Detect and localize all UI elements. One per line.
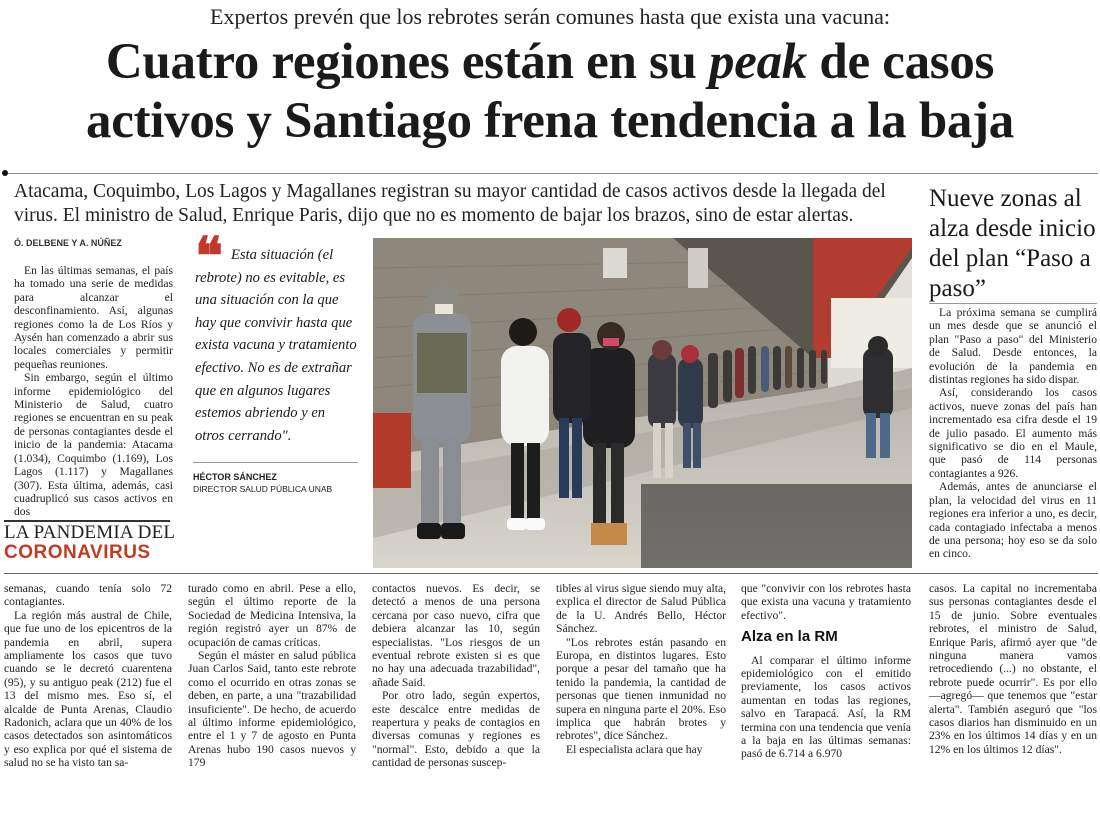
left-paragraph: En las últimas semanas, el país ha tomado una serie de medidas para alcanzar el desconfinamiento. Así, algunas regiones como la de Los Ríos y Aysén han comenzado a abrir sus locales comerciales y permitir pequeñas reuniones. — [14, 264, 173, 371]
pullquote-body: Esta situación (el rebrote) no es evitable, es una situación con la que hay que convivir hasta que exista vacuna y tratamiento efectivo. No es de extrañar que en algunos lugares estemos abriendo y en otros cerrando". — [195, 247, 357, 444]
body-paragraph: La región más austral de Chile, que fue uno de los epicentros de la pandemia en abril, supera ampliamente los casos que tuvo cuando se le decretó cuarentena (95), y su antiguo peak (212) fue el 13 del mismo mes. Eso sí, el alcalde de Punta Arenas, Claudio Radonich, aclara que un 40% de los casos detectados son asintomáticos y eso explica por qué el sistema de salud no se ha visto tan sa- — [4, 608, 172, 770]
kicker: Expertos prevén que los rebrotes serán comunes hasta que exista una vacuna: — [210, 4, 890, 29]
pullquote-role: DIRECTOR SALUD PÚBLICA UNAB — [193, 484, 333, 494]
photo-illustration — [373, 238, 912, 568]
body-paragraph: turado como en abril. Pese a ello, según el último reporte de la Sociedad de Medicina Intensiva, la región registró ayer un 87% de ocupación de camas críticas. — [188, 582, 356, 649]
bottom-column-1 — [4, 582, 172, 770]
headline-part-a: Cuatro regiones están en su — [105, 34, 710, 90]
sidebar-paragraph: Además, antes de anunciarse el plan, la velocidad del virus en 11 regiones era inferior a uno, es decir, cada contagiado infectaba a menos de una persona; hoy eso se da solo en cinco. — [929, 480, 1097, 561]
left-paragraph: Sin embargo, según el último informe epidemiológico del Ministerio de Salud, cuatro regiones se encuentran en su peak de personas contagiantes desde el inicio de la pandemia: Atacama (1.034), Coquimbo (1.169), Los Lagos (1.117) y Magallanes (307). Esta última, además, casi cuadruplicó sus casos activos en dos — [14, 371, 173, 519]
body-paragraph: "Los rebrotes están pasando en Europa, en distintos lugares. Esto porque a pesar del tamaño que ha tenido la pandemia, la cantidad de personas que tienen inmunidad no supera en ninguna parte el 20%. Eso implica que habrán brotes y rebrotes", dice Sánchez. — [556, 635, 726, 743]
subhead-alza-rm: Alza en la RM — [741, 628, 838, 646]
sidebar-column — [929, 306, 1097, 561]
lede: Atacama, Coquimbo, Los Lagos y Magallanes registran su mayor cantidad de casos activos desde la llegada del virus. El ministro de Salud, Enrique Paris, dijo que no es momento de bajar los brazos, sino de estar alertas. — [14, 181, 886, 226]
headline-line-1 — [0, 33, 1100, 92]
byline: Ó. DELBENE Y A. NÚÑEZ — [14, 238, 122, 248]
news-photo — [373, 238, 912, 568]
bottom-column-3 — [372, 582, 540, 770]
divider-bullet — [2, 170, 8, 176]
body-paragraph: que "convivir con los rebrotes hasta que exista una vacuna y tratamiento efectivo". — [741, 582, 911, 622]
body-paragraph: El especialista aclara que hay — [566, 742, 703, 756]
pullquote-rule — [193, 462, 358, 463]
sidebar-rule — [929, 303, 1097, 304]
body-paragraph: Según el máster en salud pública Juan Carlos Said, tanto este rebrote como el ocurrido en otras zonas se deben, en parte, a una "trazabilidad insuficiente". De hecho, de acuerdo al último informe epidemiológico, entre el 1 y 7 de agosto en Punta Arenas hubo 190 casos nuevos y 179 — [188, 649, 356, 770]
quote-mark-icon: ❝ — [195, 229, 223, 286]
headline — [0, 33, 1100, 151]
body-paragraph: Por otro lado, según expertos, este descalce entre medidas de reapertura y peaks de contagios en diversas comunas y regiones es "normal". Esto, debido a que la cantidad de personas suscep- — [372, 689, 540, 770]
pullquote-name: HÉCTOR SÁNCHEZ — [193, 472, 277, 482]
pullquote-text — [195, 244, 357, 447]
bottom-column-2 — [188, 582, 356, 770]
body-paragraph: tibles al virus sigue siendo muy alta, explica el director de Salud Pública de la U. Andrés Bello, Héctor Sánchez. — [556, 582, 726, 636]
sidebar-paragraph: Así, considerando los casos activos, nueve zonas del país han incrementado esa cifra desde el 19 de julio pasado. El aumento más significativo se dio en el Maule, que pasó de 114 personas contagiantes a 926. — [929, 386, 1097, 480]
sidebar-title: Nueve zonas al alza desde inicio del plan “Paso a paso” — [929, 185, 1096, 302]
top-divider — [4, 173, 1098, 174]
bottom-column-4 — [556, 582, 726, 756]
body-paragraph: Al comparar el último informe epidemiológico con el emitido previamente, los casos activos aumentan en todas las regiones, salvo en Tarapacá. Así, la RM termina con una tendencia que venía a la baja en las últimas semanas: pasó de 6.714 a 6.970 — [741, 653, 911, 761]
body-paragraph: semanas, cuando tenía solo 72 contagiantes. — [4, 582, 172, 609]
bottom-divider — [4, 573, 1098, 574]
section-label-coronavirus: CORONAVIRUS — [4, 542, 151, 563]
bottom-column-6 — [929, 582, 1097, 756]
headline-emphasis: peak — [709, 34, 807, 90]
sidebar-paragraph: La próxima semana se cumplirá un mes desde que se anunció el plan "Paso a paso" del Ministerio de Salud. Desde entonces, la evolución de la pandemia en distintas regiones ha sido dispar. — [929, 306, 1097, 387]
body-paragraph: contactos nuevos. Es decir, se detectó a menos de una persona cercana por caso nuevo, cifra que debiera alcanzar las 10, según especialistas. "Los riesgos de un eventual rebrote existen si es que no hay una adecuada trazabilidad", añade Said. — [372, 582, 540, 689]
headline-line-2: activos y Santiago frena tendencia a la baja — [86, 93, 1014, 149]
section-label: LA PANDEMIA DEL — [4, 522, 176, 543]
bottom-column-5 — [741, 582, 911, 761]
headline-part-b: de casos — [806, 34, 995, 90]
body-paragraph: casos. La capital no incrementaba sus personas contagiantes desde el 15 de junio. Sobre eventuales rebrotes, el ministro de Salud, Enrique Paris, afirmó ayer que "de ninguna manera vamos retrocediendo (...) no obstante, el rebrote puede ocurrir". Es por ello —agregó— que tenemos que "estar alerta". También aseguró que "los casos diarios han disminuido en un 23% en los últimos 14 días y en un 12% en los últimos 12 días". — [929, 582, 1097, 756]
left-column — [14, 264, 173, 519]
